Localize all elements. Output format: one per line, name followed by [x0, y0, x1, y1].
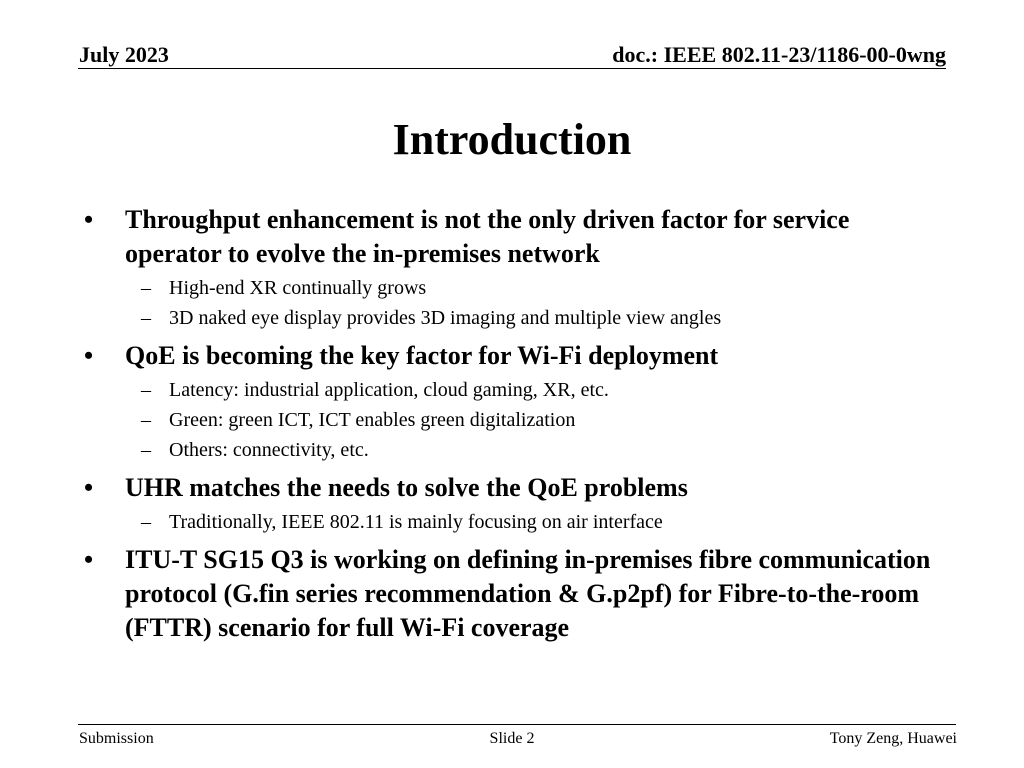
bullet-item [84, 471, 944, 505]
bullet-text: ITU-T SG15 Q3 is working on defining in-premises fibre communication protocol (G.fin series recommendation & G.p2pf) for Fibre-to-the-room (FTTR) scenario for full Wi-Fi coverage [125, 545, 931, 642]
header-date: July 2023 [79, 42, 169, 67]
footer-submission: Submission [79, 730, 154, 747]
sub-list [84, 273, 944, 333]
slide-title: Introduction [392, 115, 632, 164]
footer-rule [78, 724, 956, 725]
bullet-text: QoE is becoming the key factor for Wi-Fi deployment [125, 341, 719, 370]
sub-item [84, 375, 944, 405]
bullet-marker: • [84, 341, 94, 370]
dash-marker: – [141, 379, 151, 401]
sub-text: Others: connectivity, etc. [169, 439, 369, 461]
sub-item [84, 273, 944, 303]
sub-list [84, 375, 944, 465]
slide-content [84, 203, 944, 645]
bullet-item [84, 543, 944, 645]
dash-marker: – [141, 439, 151, 461]
dash-marker: – [141, 511, 151, 533]
sub-text: Green: green ICT, ICT enables green digitalization [169, 409, 576, 431]
bullet-text: Throughput enhancement is not the only driven factor for service operator to evolve the in-premises network [125, 205, 850, 268]
sub-item [84, 405, 944, 435]
dash-marker: – [141, 277, 151, 299]
dash-marker: – [141, 409, 151, 431]
dash-marker: – [141, 307, 151, 329]
sub-text: Traditionally, IEEE 802.11 is mainly focusing on air interface [169, 511, 663, 533]
bullet-item [84, 339, 944, 373]
sub-item [84, 507, 944, 537]
footer-slide-number: Slide 2 [489, 730, 535, 747]
bullet-item [84, 203, 944, 271]
sub-list [84, 507, 944, 537]
header-doc-id: doc.: IEEE 802.11-23/1186-00-0wng [612, 42, 946, 67]
sub-item [84, 435, 944, 465]
bullet-marker: • [84, 205, 94, 234]
header-rule [78, 68, 946, 69]
bullet-marker: • [84, 545, 94, 574]
bullet-text: UHR matches the needs to solve the QoE problems [125, 473, 688, 502]
sub-text: High-end XR continually grows [169, 277, 427, 299]
sub-text: Latency: industrial application, cloud gaming, XR, etc. [169, 379, 609, 401]
sub-text: 3D naked eye display provides 3D imaging and multiple view angles [169, 307, 722, 329]
sub-item [84, 303, 944, 333]
footer-author: Tony Zeng, Huawei [829, 730, 957, 747]
bullet-marker: • [84, 473, 94, 502]
